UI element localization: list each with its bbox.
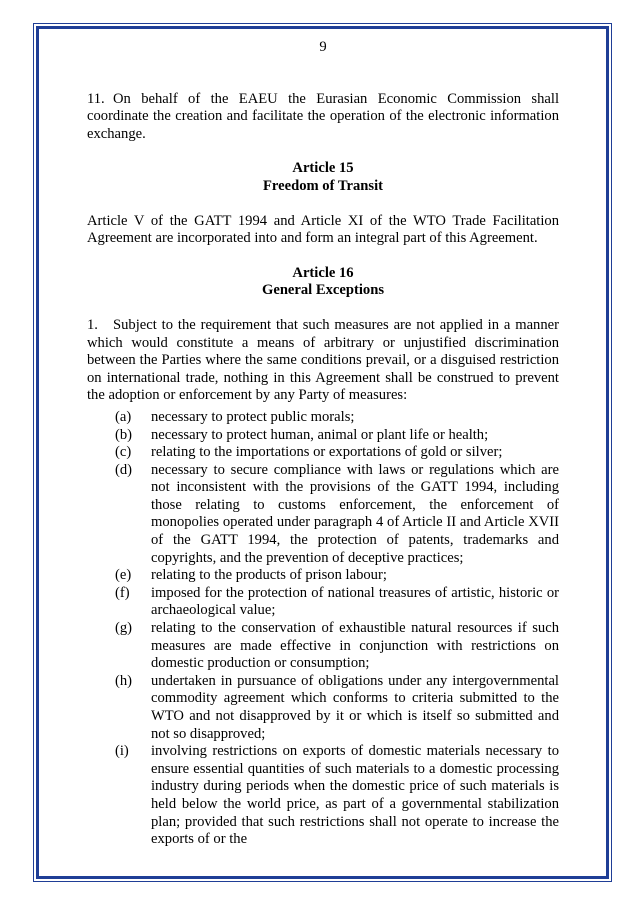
list-item xyxy=(87,409,559,427)
paragraph-11-text: On behalf of the EAEU the Eurasian Economic Commission shall coordinate the creation and facilitate the operation of the electronic information exchange. xyxy=(87,90,559,142)
list-item xyxy=(87,743,559,849)
list-item-text: necessary to secure compliance with laws or regulations which are not inconsistent with the provisions of the GATT 1994, including those relating to customs enforcement, the enforcement of monopolies operated under paragraph 4 of Article II and Article XVII of the GATT 1994, the protection of patents, trademarks and copyrights, and the prevention of deceptive practices; xyxy=(151,461,559,566)
article-16-paragraph-1-text: Subject to the requirement that such measures are not applied in a manner which would constitute a means of arbitrary or unjustified discrimination between the Parties where the same conditions prevail, or a disguised restriction on international trade, nothing in this Agreement shall be construed to prevent the adoption or enforcement by any Party of measures: xyxy=(87,316,559,404)
list-item-text: necessary to protect public morals; xyxy=(151,408,355,425)
exceptions-list xyxy=(87,409,559,849)
list-item xyxy=(87,444,559,462)
article-15-title: Article 15 xyxy=(292,160,354,177)
list-item-text: relating to the importations or exportations of gold or silver; xyxy=(151,444,503,461)
page-number: 9 xyxy=(319,39,327,55)
article-16-subtitle: General Exceptions xyxy=(261,282,384,299)
paragraph-11 xyxy=(87,91,559,144)
list-item-text: relating to the products of prison labour; xyxy=(151,567,387,584)
article-15-text: Article V of the GATT 1994 and Article XI of the WTO Trade Facilitation Agreement are incorporated into and form an integral part of this Agreement. xyxy=(87,212,559,247)
article-16-paragraph-1-number: 1. xyxy=(87,316,98,333)
list-item-label: (d) xyxy=(115,461,133,478)
list-item-label: (f) xyxy=(115,584,130,601)
article-15-subtitle: Freedom of Transit xyxy=(263,177,383,194)
list-item-label: (a) xyxy=(115,408,132,425)
list-item-text: imposed for the protection of national treasures of artistic, historic or archaeological value; xyxy=(151,584,559,619)
list-item-text: involving restrictions on exports of domestic materials necessary to ensure essential quantities of such materials to a domestic processing industry during periods when the domestic price of such materials is held below the world price, as part of a governmental stabilization plan; provided that such restrictions shall not operate to increase the exports of or the xyxy=(151,743,559,848)
list-item xyxy=(87,567,559,585)
paragraph-11-number: 11. xyxy=(87,90,105,107)
list-item-label: (i) xyxy=(115,743,129,760)
list-item xyxy=(87,427,559,445)
list-item-label: (h) xyxy=(115,672,133,689)
page-content xyxy=(87,39,559,849)
list-item-text: undertaken in pursuance of obligations under any intergovernmental commodity agreement which conforms to criteria submitted to the WTO and not disapproved by it or which is itself so submitted and not so disapproved; xyxy=(151,672,559,742)
article-16-title: Article 16 xyxy=(292,264,354,281)
list-item-label: (g) xyxy=(115,620,133,637)
list-item xyxy=(87,673,559,743)
list-item xyxy=(87,620,559,673)
list-item-text: necessary to protect human, animal or plant life or health; xyxy=(151,426,489,443)
list-item-label: (e) xyxy=(115,567,132,584)
list-item-label: (b) xyxy=(115,426,133,443)
list-item xyxy=(87,585,559,620)
page-border xyxy=(36,26,609,879)
list-item xyxy=(87,462,559,568)
list-item-label: (c) xyxy=(115,444,132,461)
article-16-paragraph-1 xyxy=(87,317,559,405)
list-item-text: relating to the conservation of exhaustible natural resources if such measures are made effective in conjunction with restrictions on domestic production or consumption; xyxy=(151,620,559,672)
